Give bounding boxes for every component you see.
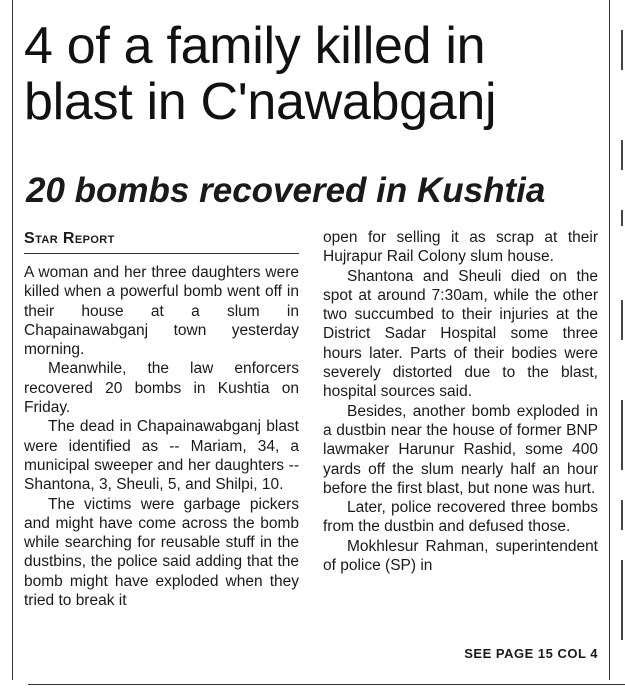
headline: 4 of a family killed in blast in C'nawabganj bbox=[24, 17, 497, 131]
paragraph: A woman and her three daughters were killed when a powerful bomb went off in their house at a slum in Chapainawabganj town yesterday morning. bbox=[24, 264, 299, 359]
paragraph: Shantona and Sheuli died on the spot at around 7:30am, while the other two succumbed to their injuries at the District Sadar Hospital some three hours later. Parts of their bodies were severely distorted due to the blast, hospital sources said. bbox=[323, 267, 598, 401]
subheadline: 20 bombs recovered in Kushtia bbox=[26, 171, 546, 210]
column-rule-left bbox=[12, 0, 13, 680]
column-rule-right bbox=[609, 0, 610, 680]
article-body-right-column bbox=[323, 228, 598, 575]
paragraph: Meanwhile, the law enforcers recovered 20 bombs in Kushtia on Friday. bbox=[24, 360, 299, 417]
bottom-rule bbox=[28, 684, 625, 685]
adjacent-column-edge bbox=[621, 0, 625, 680]
byline: Star Report bbox=[24, 228, 299, 254]
paragraph: open for selling it as scrap at their Hujrapur Rail Colony slum house. bbox=[323, 229, 598, 266]
paragraph: The dead in Chapainawabganj blast were identified as -- Mariam, 34, a municipal sweeper and her daughters -- Shantona, 3, Sheuli, 5, and Shilpi, 10. bbox=[24, 418, 299, 494]
paragraph: Mokhlesur Rahman, superintendent of police (SP) in bbox=[323, 537, 598, 575]
article-body-left-column bbox=[24, 263, 299, 610]
paragraph: The victims were garbage pickers and might have come across the bomb while searching for reusable stuff in the dustbins, the police said adding that the bomb might have exploded when they tried to break it bbox=[24, 495, 299, 610]
continuation-note: SEE PAGE 15 COL 4 bbox=[464, 646, 598, 661]
paragraph: Besides, another bomb exploded in a dustbin near the house of former BNP lawmaker Harunur Rashid, some 400 yards off the slum nearly half an hour before the first blast, but none was hurt. bbox=[323, 402, 598, 497]
paragraph: Later, police recovered three bombs from the dustbin and defused those. bbox=[323, 499, 598, 536]
